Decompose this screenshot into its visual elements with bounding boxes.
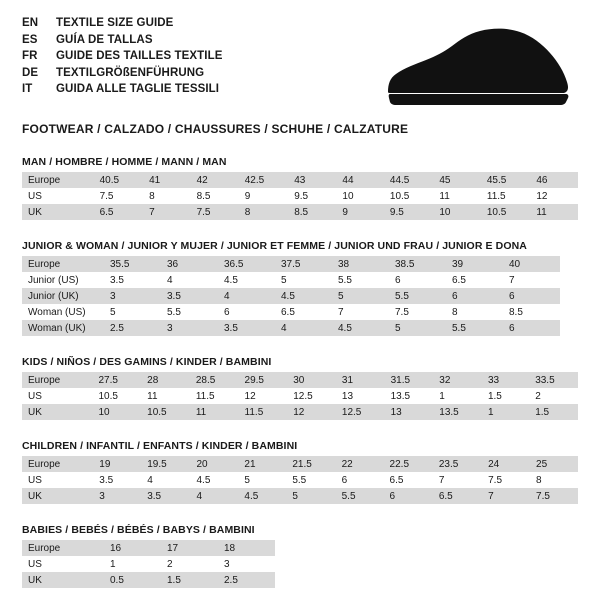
size-cell: 6 — [341, 474, 348, 486]
row-label: UK — [22, 488, 93, 504]
size-cell: 4 — [167, 274, 173, 286]
size-cell: 4.5 — [332, 320, 389, 336]
size-cell: 3 — [224, 558, 230, 570]
size-cell: 6 — [446, 288, 503, 304]
size-cell: 10 — [342, 190, 354, 202]
size-cell: 4.5 — [238, 488, 286, 504]
size-cell: 6 — [395, 274, 401, 286]
language-title: TEXTILGRÖßENFÜHRUNG — [56, 66, 205, 79]
size-cell: 5 — [389, 320, 446, 336]
size-cell: 10 — [92, 404, 141, 420]
size-cell: 4 — [218, 288, 275, 304]
size-cell: 7 — [143, 204, 191, 220]
table-row — [22, 540, 275, 556]
size-table — [22, 540, 275, 588]
size-table-title: JUNIOR & WOMAN / JUNIOR Y MUJER / JUNIOR ET FEMME / JUNIOR UND FRAU / JUNIOR E DONA — [22, 240, 527, 252]
size-cell: 13 — [385, 404, 434, 420]
size-cell: 2 — [167, 558, 173, 570]
size-cell: 7.5 — [488, 474, 503, 486]
table-row — [22, 320, 560, 336]
size-table — [22, 256, 560, 336]
size-cell: 10.5 — [389, 190, 410, 202]
size-cell: 28.5 — [190, 372, 239, 388]
size-cell: 4.5 — [224, 274, 238, 286]
size-cell: 30 — [287, 372, 336, 388]
size-cell: 3 — [104, 288, 161, 304]
size-cell: 12.5 — [336, 404, 385, 420]
size-cell: 25 — [530, 456, 578, 472]
size-table — [22, 372, 578, 420]
size-table-title: KIDS / NIÑOS / DES GAMINS / KINDER / BAMBINI — [22, 356, 272, 368]
table-row — [22, 556, 275, 572]
row-label: Junior (US) — [28, 274, 79, 286]
size-cell: 9.5 — [294, 190, 309, 202]
size-cell: 38.5 — [389, 256, 446, 272]
table-row — [22, 188, 578, 204]
size-cell: 3.5 — [141, 488, 190, 504]
size-cell: 5.5 — [292, 474, 307, 486]
size-cell: 28 — [141, 372, 190, 388]
size-cell: 11 — [530, 204, 578, 220]
row-label: Europe — [22, 172, 94, 188]
size-table-group — [22, 356, 578, 420]
size-table-group — [22, 156, 578, 220]
size-cell: 5.5 — [338, 274, 352, 286]
size-cell: 10 — [433, 204, 481, 220]
size-cell: 22 — [336, 456, 384, 472]
table-row — [22, 204, 578, 220]
size-cell: 41 — [143, 172, 191, 188]
table-row — [22, 372, 578, 388]
row-label: UK — [22, 404, 92, 420]
size-cell: 8 — [239, 204, 288, 220]
size-cell: 36.5 — [218, 256, 275, 272]
size-cell: 10.5 — [481, 204, 530, 220]
size-cell: 7 — [509, 274, 515, 286]
language-title: GUÍA DE TALLAS — [56, 33, 153, 46]
size-cell: 6 — [224, 306, 230, 318]
size-cell: 2.5 — [218, 572, 275, 588]
size-cell: 3 — [93, 488, 141, 504]
language-row — [22, 82, 223, 98]
size-cell: 40 — [503, 256, 560, 272]
size-tables-container — [22, 156, 578, 588]
size-cell: 17 — [161, 540, 218, 556]
table-row — [22, 288, 560, 304]
table-row — [22, 256, 560, 272]
size-cell: 8.5 — [288, 204, 336, 220]
table-row — [22, 472, 578, 488]
size-cell: 38 — [332, 256, 389, 272]
row-label: US — [28, 190, 42, 202]
size-cell: 2.5 — [104, 320, 161, 336]
size-cell: 3.5 — [218, 320, 275, 336]
language-row — [22, 66, 223, 82]
row-label: Europe — [22, 540, 104, 556]
row-label: Europe — [22, 372, 92, 388]
size-cell: 6.5 — [452, 274, 466, 286]
size-table — [22, 172, 578, 220]
size-cell: 19.5 — [141, 456, 190, 472]
size-cell: 0.5 — [104, 572, 161, 588]
size-cell: 6 — [503, 320, 560, 336]
size-cell: 3.5 — [161, 288, 218, 304]
size-cell: 7.5 — [530, 488, 578, 504]
size-cell: 7.5 — [395, 306, 409, 318]
language-code: ES — [22, 33, 38, 46]
size-cell: 7.5 — [99, 190, 114, 202]
size-cell: 43 — [288, 172, 336, 188]
size-cell: 4 — [275, 320, 332, 336]
size-cell: 31.5 — [385, 372, 434, 388]
size-cell: 3.5 — [110, 274, 124, 286]
size-cell: 7 — [338, 306, 344, 318]
language-title-list — [22, 16, 223, 98]
row-label: Europe — [22, 256, 104, 272]
language-code: IT — [22, 83, 33, 95]
size-cell: 5.5 — [167, 306, 181, 318]
size-cell: 6 — [503, 288, 560, 304]
size-cell: 8 — [149, 190, 155, 202]
size-cell: 5 — [244, 474, 250, 486]
size-cell: 1.5 — [529, 404, 578, 420]
size-cell: 42.5 — [239, 172, 288, 188]
size-table-title: MAN / HOMBRE / HOMME / MANN / MAN — [22, 156, 227, 168]
size-cell: 5 — [286, 488, 335, 504]
size-cell: 8.5 — [196, 190, 211, 202]
size-cell: 9.5 — [384, 204, 433, 220]
row-label: Europe — [22, 456, 93, 472]
size-cell: 24 — [482, 456, 530, 472]
table-row — [22, 172, 578, 188]
size-table-group — [22, 240, 578, 336]
table-row — [22, 488, 578, 504]
language-code: DE — [22, 66, 39, 79]
size-cell: 5.5 — [446, 320, 503, 336]
size-cell: 12 — [287, 404, 336, 420]
language-row — [22, 49, 223, 65]
size-cell: 7 — [482, 488, 530, 504]
size-cell: 11.5 — [486, 190, 506, 202]
size-cell: 10.5 — [141, 404, 190, 420]
size-cell: 11.5 — [239, 404, 288, 420]
dress-shoe-icon — [382, 20, 572, 108]
size-cell: 3 — [161, 320, 218, 336]
size-cell: 4.5 — [275, 288, 332, 304]
size-cell: 1 — [482, 404, 529, 420]
size-cell: 12 — [536, 190, 548, 202]
size-table — [22, 456, 578, 504]
row-label: US — [28, 390, 42, 402]
size-cell: 6.5 — [433, 488, 482, 504]
page-title: FOOTWEAR / CALZADO / CHAUSSURES / SCHUHE / CALZATURE — [22, 122, 409, 136]
size-cell: 27.5 — [92, 372, 141, 388]
table-row — [22, 304, 560, 320]
language-title: GUIDA ALLE TAGLIE TESSILI — [56, 83, 220, 95]
row-label: US — [28, 558, 42, 570]
size-cell: 1.5 — [161, 572, 218, 588]
row-label: Woman (UK) — [22, 320, 104, 336]
size-cell: 8 — [536, 474, 542, 486]
row-label: Woman (US) — [28, 306, 86, 318]
size-cell: 5.5 — [336, 488, 384, 504]
size-cell: 6.5 — [94, 204, 143, 220]
size-cell: 33 — [482, 372, 529, 388]
language-code: FR — [22, 50, 38, 62]
size-cell: 39 — [446, 256, 503, 272]
size-cell: 33.5 — [529, 372, 578, 388]
row-label: UK — [22, 572, 104, 588]
size-cell: 12.5 — [293, 390, 313, 402]
size-cell: 40.5 — [94, 172, 143, 188]
size-cell: 12 — [244, 390, 256, 402]
size-cell: 2 — [535, 390, 541, 402]
size-cell: 5.5 — [389, 288, 446, 304]
size-cell: 1 — [110, 558, 116, 570]
size-cell: 23.5 — [433, 456, 482, 472]
size-cell: 6.5 — [389, 474, 404, 486]
size-table-title: CHILDREN / INFANTIL / ENFANTS / KINDER / BAMBINI — [22, 440, 298, 452]
size-cell: 21 — [238, 456, 286, 472]
size-cell: 6.5 — [281, 306, 295, 318]
size-cell: 11.5 — [195, 390, 215, 402]
size-cell: 5 — [281, 274, 287, 286]
size-cell: 4 — [191, 488, 239, 504]
language-title: TEXTILE SIZE GUIDE — [56, 17, 174, 29]
language-code: EN — [22, 17, 39, 29]
size-cell: 44.5 — [384, 172, 433, 188]
size-cell: 9 — [336, 204, 384, 220]
size-cell: 42 — [191, 172, 239, 188]
size-cell: 35.5 — [104, 256, 161, 272]
size-cell: 36 — [161, 256, 218, 272]
size-cell: 7.5 — [191, 204, 239, 220]
table-row — [22, 272, 560, 288]
size-cell: 13.5 — [433, 404, 482, 420]
size-cell: 13 — [341, 390, 354, 402]
size-cell: 1.5 — [487, 390, 502, 402]
size-cell: 11 — [190, 404, 239, 420]
size-cell: 18 — [218, 540, 275, 556]
size-cell: 32 — [433, 372, 482, 388]
size-cell: 20 — [191, 456, 239, 472]
size-cell: 21.5 — [286, 456, 335, 472]
size-cell: 8 — [452, 306, 458, 318]
document-header — [22, 16, 578, 108]
size-cell: 5 — [332, 288, 389, 304]
row-label: US — [28, 474, 42, 486]
size-cell: 46 — [530, 172, 578, 188]
size-cell: 29.5 — [239, 372, 288, 388]
table-row — [22, 572, 275, 588]
language-row — [22, 16, 223, 32]
size-cell: 31 — [336, 372, 385, 388]
size-cell: 8.5 — [509, 306, 523, 318]
size-cell: 5 — [110, 306, 116, 318]
row-label: Junior (UK) — [22, 288, 104, 304]
size-cell: 11 — [439, 190, 450, 202]
size-cell: 16 — [104, 540, 161, 556]
size-cell: 11 — [147, 390, 158, 402]
size-cell: 9 — [244, 190, 251, 202]
size-cell: 45 — [433, 172, 481, 188]
size-cell: 3.5 — [99, 474, 114, 486]
size-cell: 10.5 — [98, 390, 118, 402]
row-label: UK — [22, 204, 94, 220]
size-cell: 7 — [438, 474, 445, 486]
size-cell: 44 — [336, 172, 384, 188]
size-cell: 45.5 — [481, 172, 530, 188]
size-cell: 1 — [439, 390, 445, 402]
size-cell: 19 — [93, 456, 141, 472]
size-cell: 6 — [384, 488, 433, 504]
size-cell: 4.5 — [196, 474, 211, 486]
size-cell: 37.5 — [275, 256, 332, 272]
table-row — [22, 388, 578, 404]
size-cell: 13.5 — [390, 390, 411, 402]
size-cell: 22.5 — [384, 456, 433, 472]
size-table-group — [22, 524, 578, 588]
size-table-title: BABIES / BEBÉS / BÉBÉS / BABYS / BAMBINI — [22, 524, 255, 536]
table-row — [22, 456, 578, 472]
table-row — [22, 404, 578, 420]
size-cell: 4 — [147, 474, 153, 486]
size-table-group — [22, 440, 578, 504]
language-row — [22, 33, 223, 49]
language-title: GUIDE DES TAILLES TEXTILE — [56, 50, 223, 62]
